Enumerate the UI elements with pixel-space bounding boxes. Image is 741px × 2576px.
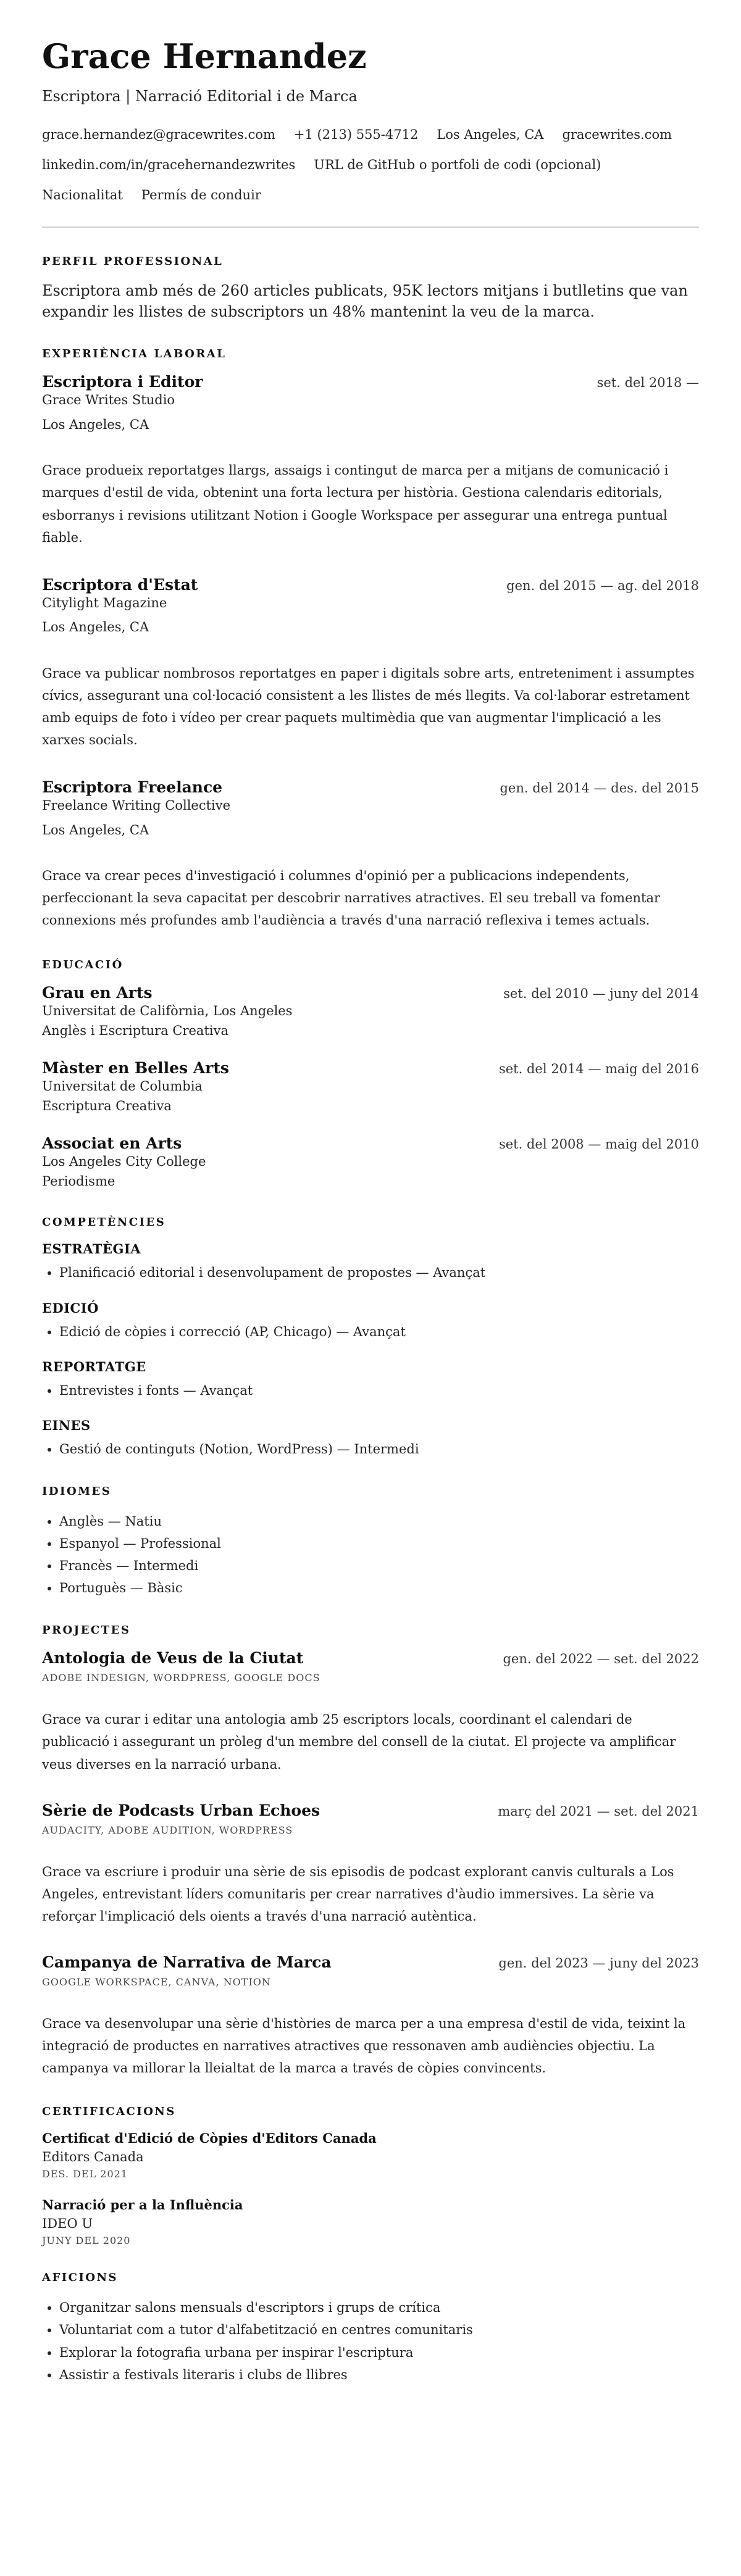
- skill-list: [42, 1321, 699, 1343]
- project-description: Grace va escriure i produir una sèrie de sis episodis de podcast explorant canvis culturals a Los Angeles, entrevistant líders comunitaris per crear narratives d'àudio immersives. La sèrie va reforçar l'implicació dels oients a través d'una narració autèntica.: [42, 1864, 674, 1924]
- certification-issuer: Editors Canada: [42, 2150, 144, 2165]
- languages-title: IDIOMES: [42, 1484, 112, 1498]
- school-name: Universitat de Columbia: [42, 1079, 203, 1094]
- degree-dates: set. del 2014 — maig del 2016: [498, 1062, 699, 1077]
- contact-nationality: Nacionalitat: [42, 188, 123, 203]
- education-entry: [42, 984, 699, 1041]
- experience-title: EXPERIÈNCIA LABORAL: [42, 347, 227, 361]
- contact-phone[interactable]: +1 (213) 555-4712: [293, 127, 419, 142]
- certification-issuer: IDEO U: [42, 2216, 93, 2232]
- degree-name: Associat en Arts: [42, 1134, 182, 1153]
- skill-item: • Gestió de continguts (Notion, WordPress) — Intermedi: [59, 1438, 699, 1460]
- hobby-item: • Assistir a festivals literaris i clubs de llibres: [59, 2364, 699, 2386]
- projects-section: [42, 1624, 699, 2079]
- contact-github[interactable]: URL de GitHub o portfoli de codi (opcional): [314, 157, 601, 173]
- skill-group-title: EINES: [42, 1417, 91, 1433]
- job-description: Grace produeix reportatges llargs, assaigs i contingut de marca per a mitjans de comunicació i marques d'estil de vida, obtenint una forta lectura per història. Gestiona calendaris editorials, esborranys i revisions utilitzant Notion i Google Workspace per assegurar una entrega puntual fiable.: [42, 463, 669, 545]
- project-name: Campanya de Narrativa de Marca: [42, 1953, 332, 1972]
- degree-name: Grau en Arts: [42, 984, 153, 1002]
- job-role: Escriptora Freelance: [42, 778, 223, 797]
- education-title: EDUCACIÓ: [42, 958, 124, 972]
- project-entry: [42, 1801, 699, 1927]
- education-entry: [42, 1059, 699, 1116]
- experience-entry: [42, 778, 699, 931]
- hobby-list: [42, 2296, 699, 2385]
- degree-name: Màster en Belles Arts: [42, 1059, 229, 1078]
- hobby-item: • Voluntariat com a tutor d'alfabetització en centres comunitaris: [59, 2319, 699, 2341]
- project-tech: GOOGLE WORKSPACE, CANVA, NOTION: [42, 1976, 271, 1988]
- job-company: Grace Writes Studio: [42, 393, 175, 408]
- summary-text: Escriptora amb més de 260 articles publicats, 95K lectors mitjans i butlletins que van expandir les llistes de subscriptors un 48% mantenint la veu de la marca.: [42, 281, 688, 321]
- contact-row-personal: [42, 187, 699, 204]
- experience-entry: [42, 576, 699, 751]
- hobby-item: • Explorar la fotografia urbana per inspirar l'escriptura: [59, 2341, 699, 2364]
- job-location: Los Angeles, CA: [42, 822, 149, 837]
- degree-dates: set. del 2010 — juny del 2014: [503, 986, 699, 1002]
- field-of-study: Escriptura Creativa: [42, 1098, 172, 1113]
- experience-entry: [42, 373, 699, 548]
- certification-date: JUNY DEL 2020: [42, 2235, 131, 2247]
- job-dates: set. del 2018 —: [597, 375, 699, 391]
- project-dates: març del 2021 — set. del 2021: [498, 1803, 699, 1819]
- skill-group-title: EDICIÓ: [42, 1300, 99, 1316]
- job-dates: gen. del 2015 — ag. del 2018: [506, 578, 699, 593]
- job-description: Grace va publicar nombrosos reportatges en paper i digitals sobre arts, entreteniment i assumptes cívics, assegurant una col·locació consistent a les llistes de més llegits. Va col·laborar estretament amb equips de foto i vídeo per crear paquets multimèdia que van augmentar l'implicació a les xarxes socials.: [42, 665, 695, 748]
- header-divider: [42, 226, 699, 228]
- skills-title: COMPETÈNCIES: [42, 1216, 166, 1229]
- contact-website[interactable]: gracewrites.com: [562, 127, 672, 142]
- skill-item: • Entrevistes i fonts — Avançat: [59, 1379, 699, 1402]
- project-entry: [42, 1649, 699, 1775]
- contact-row-primary: [42, 127, 699, 143]
- skill-list: [42, 1261, 699, 1284]
- education-section: [42, 958, 699, 1191]
- job-company: Freelance Writing Collective: [42, 798, 231, 813]
- job-role: Escriptora i Editor: [42, 373, 203, 391]
- projects-title: PROJECTES: [42, 1624, 131, 1637]
- hobby-item: • Organitzar salons mensuals d'escriptors i grups de crítica: [59, 2296, 699, 2319]
- field-of-study: Anglès i Escriptura Creativa: [42, 1023, 228, 1038]
- job-location: Los Angeles, CA: [42, 620, 149, 635]
- project-description: Grace va desenvolupar una sèrie d'històries de marca per a una empresa d'estil de vida, teixint la integració de productes en narratives atractives que ressonaven amb audiències objectiu. La campanya va millorar la lleialtat de la marca a través de còpies convincents.: [42, 2016, 686, 2076]
- project-description: Grace va curar i editar una antologia amb 25 escriptors locals, coordinant el calendari de publicació i assegurant un pròleg d'un membre del consell de la ciutat. El projecte va amplificar veus diverses en la narració urbana.: [42, 1712, 676, 1772]
- certification-name: Narració per a la Influència: [42, 2197, 243, 2213]
- skill-item: • Edició de còpies i correcció (AP, Chicago) — Avançat: [59, 1321, 699, 1343]
- contact-email[interactable]: grace.hernandez@gracewrites.com: [42, 127, 275, 142]
- certifications-title: CERTIFICACIONS: [42, 2105, 176, 2119]
- contact-linkedin[interactable]: linkedin.com/in/gracehernandezwrites: [42, 157, 296, 173]
- project-dates: gen. del 2023 — juny del 2023: [498, 1956, 699, 1971]
- skill-list: [42, 1379, 699, 1402]
- skill-group-title: ESTRATÈGIA: [42, 1241, 141, 1257]
- language-item: • Francès — Intermedi: [59, 1555, 699, 1577]
- job-description: Grace va crear peces d'investigació i columnes d'opinió per a publicacions independents, perfeccionant la seva capacitat per descobrir narratives atractives. El seu treball va fomentar connexions més profundes amb l'audiència a través d'una narració reflexiva i temes actuals.: [42, 868, 661, 928]
- job-dates: gen. del 2014 — des. del 2015: [500, 781, 699, 796]
- hobbies-title: AFICIONS: [42, 2271, 119, 2285]
- summary-section: [42, 255, 699, 323]
- field-of-study: Periodisme: [42, 1173, 115, 1189]
- project-name: Sèrie de Podcasts Urban Echoes: [42, 1801, 320, 1819]
- certification-date: DES. DEL 2021: [42, 2168, 128, 2180]
- job-role: Escriptora d'Estat: [42, 575, 198, 594]
- language-item: • Espanyol — Professional: [59, 1532, 699, 1555]
- hobbies-section: [42, 2271, 699, 2385]
- project-entry: [42, 1953, 699, 2079]
- candidate-name: Grace Hernandez: [42, 36, 367, 76]
- degree-dates: set. del 2008 — maig del 2010: [498, 1137, 699, 1152]
- contact-row-secondary: [42, 157, 699, 173]
- project-name: Antologia de Veus de la Ciutat: [42, 1649, 304, 1668]
- candidate-headline: Escriptora | Narració Editorial i de Marca: [42, 88, 358, 105]
- certification-entry: [42, 2130, 699, 2180]
- job-location: Los Angeles, CA: [42, 417, 149, 432]
- project-tech: AUDACITY, ADOBE AUDITION, WORDPRESS: [42, 1824, 293, 1836]
- skill-group-title: REPORTATGE: [42, 1358, 146, 1374]
- skill-list: [42, 1438, 699, 1460]
- language-item: • Anglès — Natiu: [59, 1510, 699, 1532]
- summary-title: PERFIL PROFESSIONAL: [42, 254, 224, 268]
- school-name: Los Angeles City College: [42, 1154, 206, 1170]
- certification-entry: [42, 2197, 699, 2246]
- language-list: [42, 1510, 699, 1599]
- contact-license: Permís de conduir: [141, 188, 261, 203]
- project-tech: ADOBE INDESIGN, WORDPRESS, GOOGLE DOCS: [42, 1672, 320, 1684]
- education-entry: [42, 1134, 699, 1191]
- certifications-section: [42, 2105, 699, 2246]
- certification-name: Certificat d'Edició de Còpies d'Editors Canada: [42, 2130, 377, 2146]
- skills-section: [42, 1216, 699, 1460]
- resume-header: [42, 36, 699, 204]
- contact-location: Los Angeles, CA: [437, 127, 544, 142]
- language-item: • Portuguès — Bàsic: [59, 1577, 699, 1599]
- languages-section: [42, 1485, 699, 1599]
- job-company: Citylight Magazine: [42, 595, 167, 610]
- experience-section: [42, 347, 699, 931]
- project-dates: gen. del 2022 — set. del 2022: [503, 1652, 699, 1667]
- school-name: Universitat de Califòrnia, Los Angeles: [42, 1003, 293, 1019]
- skill-item: • Planificació editorial i desenvolupament de propostes — Avançat: [59, 1261, 699, 1284]
